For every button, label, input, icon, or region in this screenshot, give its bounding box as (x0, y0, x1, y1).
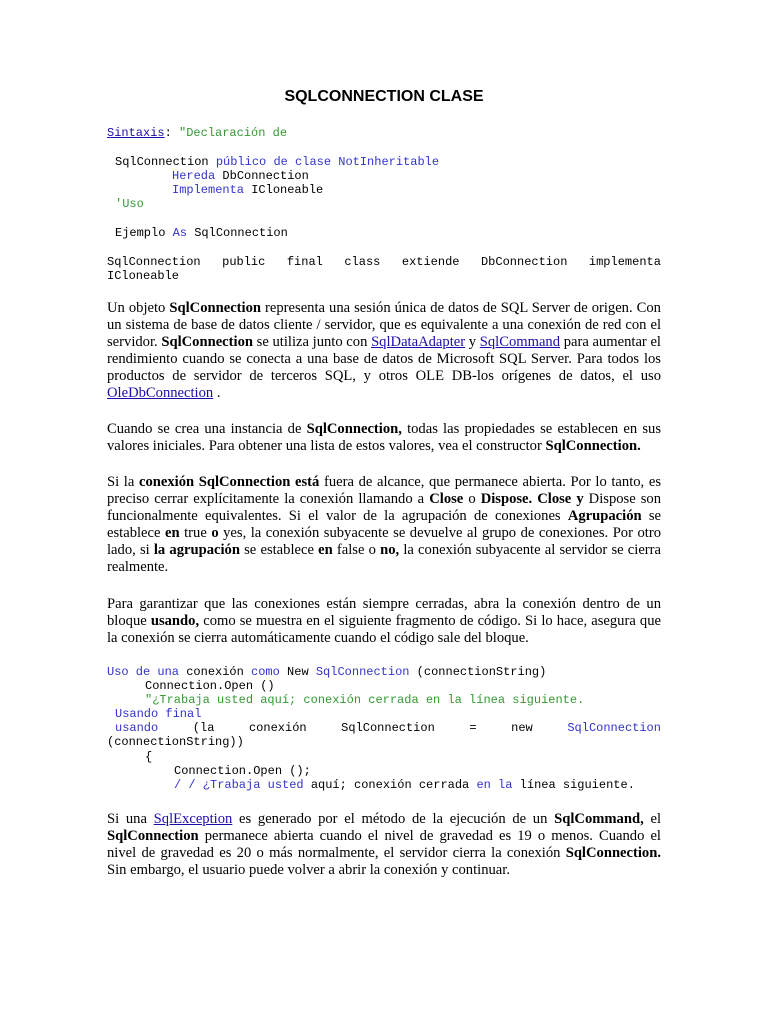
link-sqlcommand[interactable]: SqlCommand (479, 334, 561, 350)
syntax-link[interactable]: Sintaxis (107, 126, 165, 140)
code-inherits: Hereda DbConnection (172, 169, 309, 183)
code-declaration: SqlConnection público de clase NotInheritable (115, 155, 440, 169)
code-java-using-line: usando (la conexión SqlConnection = new SqlConnection (115, 721, 661, 735)
code-final-line: Usando final (115, 707, 202, 721)
code-usage-comment: 'Uso (115, 197, 144, 211)
java-declaration (107, 255, 661, 283)
paragraph-instance: Cuando se crea una instancia de SqlConnection, todas las propiedades se establecen en sus valores iniciales. Para obtener una lista de estos valores, vea el constructor SqlConnection. (107, 421, 662, 454)
code-comment2-line: / / ¿Trabaja usted aquí; conexión cerrada en la línea siguiente. (174, 778, 635, 792)
link-sqldataadapter[interactable]: SqlDataAdapter (371, 334, 466, 350)
java-line-1: SqlConnection public final class extiende DbConnection implementa (107, 255, 661, 269)
code-connstring-line: (connectionString)) (107, 735, 244, 749)
java-line-2: ICloneable (107, 269, 180, 283)
paragraph-scope: Si la conexión SqlConnection está fuera de alcance, que permanece abierta. Por lo tanto, es preciso cerrar explícitamente la conexión llamando a Close o Dispose. Close y Dispose son funcionalmente equivalentes. Si el valor de la agrupación de conexiones Agrupación se establece en true o yes, la conexión subyacente se devuelve al grupo de conexiones. Por otro lado, si la agrupación se establece en false o no, la conexión subyacente al servidor se cierra realmente. (107, 474, 662, 575)
code-using-line: Uso de una conexión como New SqlConnection (connectionString) (107, 665, 547, 679)
paragraph-intro: Un objeto SqlConnection representa una sesión única de datos de SQL Server de origen. Con un sistema de base de datos cliente / servidor, que es equivalente a una conexión de red con el servidor. SqlConnection se utiliza junto con SqlDataAdapter y SqlCommand para aumentar el rendimiento cuando se conecta a una base de datos de Microsoft SQL Server. Para todos los productos de servidor de terceros SQL, y otros OLE DB-los orígenes de datos, el uso OleDbConnection . (107, 300, 661, 401)
paragraph-using: Para garantizar que las conexiones están siempre cerradas, abra la conexión dentro de un bloque usando, como se muestra en el siguiente fragmento de código. Si lo hace, asegura que la conexión se cierra automáticamente cuando el código sale del bloque. (107, 596, 661, 646)
code-brace-line: { (145, 750, 153, 764)
syntax-comment: "Declaración de (179, 126, 288, 140)
syntax-line: Sintaxis: "Declaración de (107, 126, 288, 140)
page-title: SQLCONNECTION CLASE (284, 88, 484, 105)
code-open2-line: Connection.Open (); (174, 764, 311, 778)
link-sqlexception[interactable]: SqlException (153, 811, 233, 827)
code-example: Ejemplo As SqlConnection (115, 226, 288, 240)
code-open-line: Connection.Open () (145, 679, 275, 693)
link-oledbconnection[interactable]: OleDbConnection (107, 385, 214, 401)
code-comment-line: "¿Trabaja usted aquí; conexión cerrada en la línea siguiente. (145, 693, 585, 707)
code-implements: Implementa ICloneable (172, 183, 324, 197)
code-java-using (107, 721, 661, 735)
paragraph-exception: Si una SqlException es generado por el método de la ejecución de un SqlCommand, el SqlConnection permanece abierta cuando el nivel de gravedad es 19 o menos. Cuando el nivel de gravedad es 20 o más normalmente, el servidor cierra la conexión SqlConnection. Sin embargo, el usuario puede volver a abrir la conexión y continuar. (107, 811, 661, 878)
